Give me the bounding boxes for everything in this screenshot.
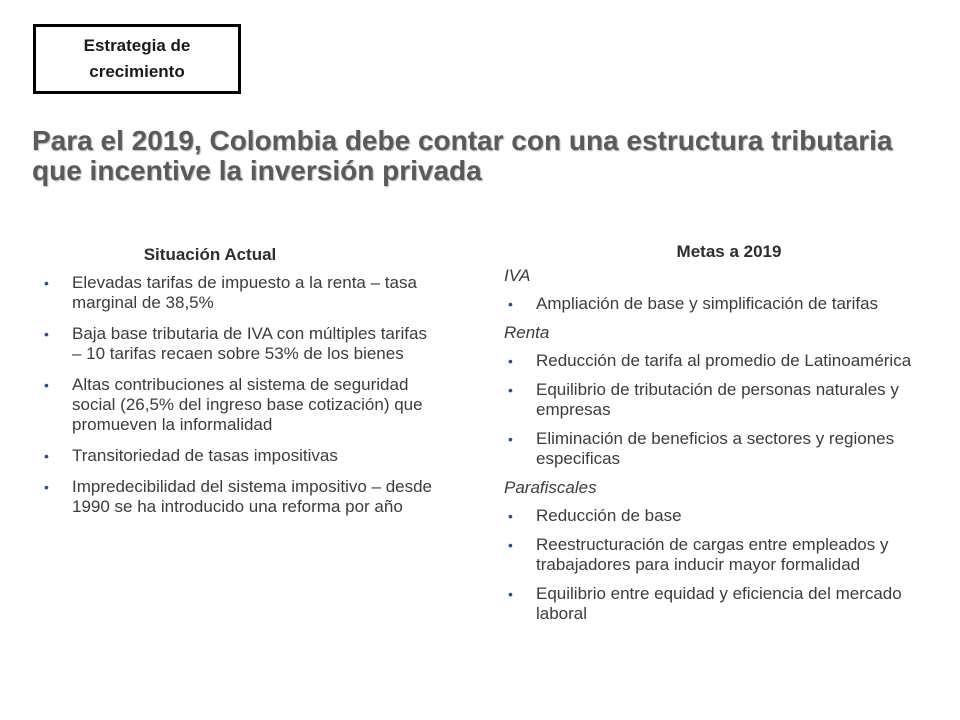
goals-subhead-parafiscales: Parafiscales (504, 478, 597, 497)
list-item: • Equilibrio entre equidad y eficiencia del mercado laboral (504, 584, 944, 624)
goals-subhead-renta: Renta (504, 323, 550, 342)
goals-column (504, 240, 944, 633)
list-item: • Equilibrio de tributación de personas naturales y empresas (504, 380, 944, 420)
list-item: • Reducción de base (504, 506, 944, 526)
list-item: • Altas contribuciones al sistema de seguridad social (26,5% del ingreso base cotización) que promueven la informalidad (40, 375, 440, 435)
section-tag-box (33, 24, 241, 94)
current-situation-list (40, 273, 440, 517)
goals-heading: Metas a 2019 (676, 242, 782, 261)
goals-list-iva (504, 294, 944, 314)
list-item: • Baja base tributaria de IVA con múltiples tarifas – 10 tarifas recaen sobre 53% de los bienes (40, 324, 440, 364)
goals-list-parafiscales (504, 506, 944, 624)
list-item: • Reducción de tarifa al promedio de Latinoamérica (504, 351, 944, 371)
list-item: • Transitoriedad de tasas impositivas (40, 446, 440, 466)
goals-subhead-iva: IVA (504, 266, 531, 285)
current-situation-column (40, 243, 440, 528)
list-item: • Elevadas tarifas de impuesto a la renta – tasa marginal de 38,5% (40, 273, 440, 313)
slide-title: Para el 2019, Colombia debe contar con una estructura tributaria que incentive la inversión privada (32, 125, 893, 186)
list-item: • Impredecibilidad del sistema impositivo – desde 1990 se ha introducido una reforma por año (40, 477, 440, 517)
current-situation-heading: Situación Actual (143, 245, 277, 264)
list-item: • Eliminación de beneficios a sectores y regiones especificas (504, 429, 944, 469)
list-item: • Reestructuración de cargas entre empleados y trabajadores para inducir mayor formalidad (504, 535, 944, 575)
list-item: • Ampliación de base y simplificación de tarifas (504, 294, 944, 314)
section-tag-label: Estrategia de crecimiento (83, 36, 191, 81)
goals-list-renta (504, 351, 944, 469)
